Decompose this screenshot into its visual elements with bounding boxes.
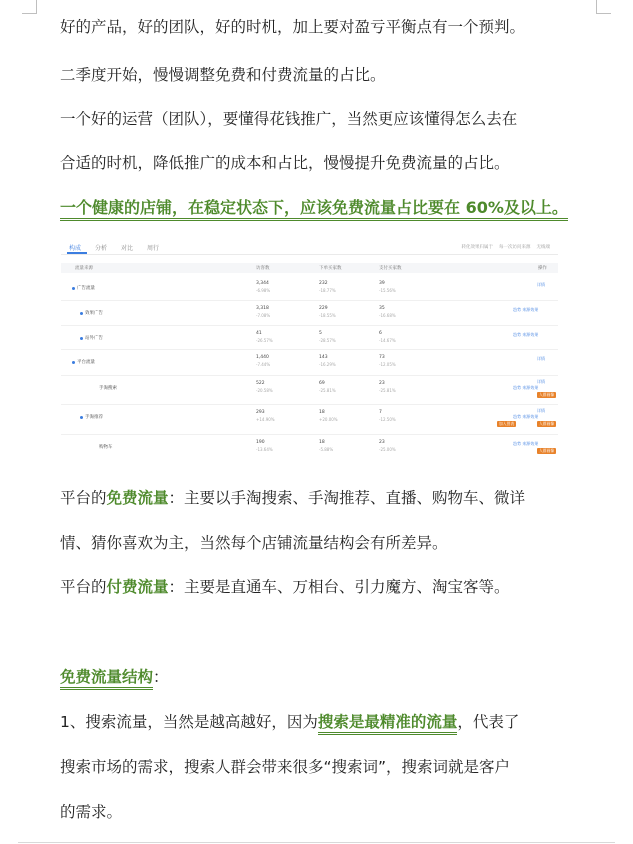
op-link[interactable]: 趋势 来源效果 [513,332,539,337]
free-traffic-rest: ：主要以手淘搜索、手淘推荐、直播、购物车、微详 [168,489,526,507]
metric-change: -5.88% [319,447,334,452]
metric-change: -25.81% [379,388,396,393]
metric-change: -25.81% [319,388,336,393]
metric-value: 39 [379,281,385,286]
metric-change: -18.55% [319,313,336,318]
column-header: 流量来源 [75,266,93,271]
op-link[interactable]: 趋势 来源效果 [513,307,539,312]
metric-value: 3,318 [256,306,269,311]
tab-2[interactable]: 对比 [121,245,134,252]
source-name: 效果广告 [85,311,103,316]
section-heading [60,667,580,687]
source-name: 站外广告 [85,336,103,341]
metric-change: -14.67% [379,338,396,343]
item-1-line-3: 的需求。 [60,803,123,821]
source-name: 平台流量 [77,360,95,365]
paragraph-3-line-1: 一个好的运营（团队），要懂得花钱推广，当然更应该懂得怎么去在 [60,110,518,128]
tab-divider [61,254,558,255]
paragraph-2: 二季度开始，慢慢调整免费和付费流量的占比。 [60,66,386,84]
source-name: 购物车 [99,445,113,450]
op-link[interactable]: 详情 [537,408,545,413]
paid-traffic-rest: ：主要是直通车、万相台、引力魔方、淘宝客等。 [168,578,510,596]
metric-change: -28.57% [319,338,336,343]
paid-prefix: 平台的 [60,578,107,596]
metric-value: 35 [379,306,385,311]
metric-value: 232 [319,281,328,286]
item-1-rest: ，代表了 [457,713,520,731]
op-link[interactable]: 详情 [537,356,545,361]
metric-change: -15.56% [379,288,396,293]
free-traffic-line-1 [60,488,580,508]
column-header: 访客数 [256,266,270,271]
page-corner-mark [22,0,37,14]
row-divider [61,349,558,350]
bullet-dot-icon [80,416,83,419]
metric-change: -16.29% [319,362,336,367]
tab-3[interactable]: 周行 [147,245,160,252]
metric-value: 69 [319,381,325,386]
column-header: 支付买家数 [379,266,402,271]
metric-change: -6.98% [256,288,271,293]
metric-change: -7.44% [256,362,271,367]
highlight-sentence [60,198,580,218]
metric-change: +20.00% [319,417,338,422]
paid-traffic-line [60,577,580,597]
filter-2[interactable]: 无线端 [536,245,550,250]
filter-0[interactable]: 转化效果归属于 [461,245,493,250]
metric-change: -26.57% [256,338,273,343]
op-link[interactable]: 趋势 来源效果 [513,441,539,446]
metric-value: 143 [319,355,328,360]
metric-change: -13.64% [256,447,273,452]
tab-0[interactable]: 构成 [69,245,82,252]
column-header: 下单买家数 [319,266,342,271]
metric-value: 18 [319,440,325,445]
metric-value: 6 [379,331,382,336]
action-tag[interactable]: 人群画像 [539,392,555,397]
screenshot-filters [462,244,551,250]
metric-value: 229 [319,306,328,311]
metric-value: 5 [319,331,322,336]
row-divider [61,434,558,435]
tab-1[interactable]: 分析 [95,245,108,252]
paragraph-3-line-2: 合适的时机，降低推广的成本和占比，慢慢提升免费流量的占比。 [60,154,510,172]
paragraph-1: 好的产品，好的团队，好的时机，加上要对盈亏平衡点有一个预判。 [60,18,526,36]
source-name: 手淘推荐 [85,415,103,420]
paid-traffic-term: 付费流量 [106,578,169,596]
op-link[interactable]: 详情 [537,282,545,287]
metric-value: 190 [256,440,265,445]
metric-value: 293 [256,410,265,415]
row-divider [61,375,558,376]
metric-change: -16.68% [379,313,396,318]
row-divider [61,404,558,405]
action-tag[interactable]: 人群画像 [539,448,555,453]
metric-value: 18 [319,410,325,415]
item-1-term: 搜索是最精准的流量 [318,713,458,735]
item-1-line-2: 搜索市场的需求，搜索人群会带来很多“搜索词”，搜索词就是客户 [60,758,511,776]
column-header: 操作 [538,266,547,271]
metric-value: 73 [379,355,385,360]
metric-value: 3,344 [256,281,269,286]
free-prefix: 平台的 [60,489,107,507]
traffic-source-screenshot [61,236,558,464]
bullet-dot-icon [72,361,75,364]
op-link[interactable]: 趋势 来源效果 [513,385,539,390]
free-traffic-term: 免费流量 [106,489,169,507]
metric-change: -12.05% [379,362,396,367]
section-colon: ： [153,668,169,686]
metric-change: -12.50% [379,417,396,422]
op-link[interactable]: 详情 [537,379,545,384]
metric-value: 23 [379,381,385,386]
free-traffic-line-2: 情、猜你喜欢为主，当然每个店铺流量结构会有所差异。 [60,534,448,552]
item-1-line-1 [60,712,580,732]
screenshot-tabs [69,243,159,252]
bullet-dot-icon [72,287,75,290]
metric-value: 522 [256,381,265,386]
row-divider [61,300,558,301]
bullet-dot-icon [80,337,83,340]
metric-change: +14.90% [256,417,275,422]
page-bottom-rule [18,842,615,843]
metric-change: -20.58% [256,388,273,393]
metric-value: 41 [256,331,262,336]
metric-value: 1,440 [256,355,269,360]
metric-change: -7.08% [256,313,271,318]
item-1-prefix: 1、搜索流量，当然是越高越好，因为 [60,713,318,731]
op-link[interactable]: 趋势 来源效果 [513,414,539,419]
action-tag[interactable]: 加入图表 [499,421,515,426]
highlight-text: 一个健康的店铺，在稳定状态下，应该免费流量占比要在 60%及以上。 [60,198,568,221]
bullet-dot-icon [80,312,83,315]
table-header-bg [61,263,558,273]
metric-change: -25.00% [379,447,396,452]
source-name: 手淘搜索 [99,386,117,391]
action-tag[interactable]: 人群画像 [539,421,555,426]
source-name: 广告流量 [77,286,95,291]
metric-change: -18.77% [319,288,336,293]
section-title: 免费流量结构 [60,668,153,690]
page-corner-mark [596,0,611,14]
metric-value: 23 [379,440,385,445]
filter-1[interactable]: 每一次访问来源 [499,245,531,250]
row-divider [61,325,558,326]
metric-value: 7 [379,410,382,415]
